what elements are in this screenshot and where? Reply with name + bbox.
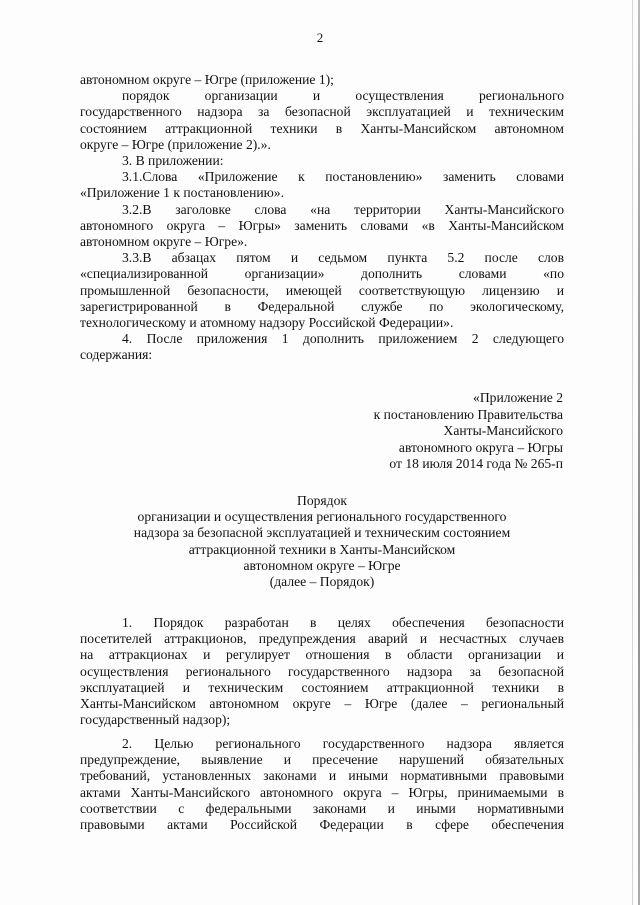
text-line: порядок организации и осуществления регионального bbox=[122, 88, 564, 104]
text-line: зарегистрированной в Федеральной службе по экологическому, bbox=[80, 298, 564, 314]
text-line: округе – Югре (приложение 2).». bbox=[80, 136, 271, 152]
appendix-line: автономного округа – Югры bbox=[398, 439, 563, 455]
text-line: технологическому и атомному надзору Российской Федерации». bbox=[80, 315, 454, 331]
text-line: промышленной безопасности, имеющей соответствующую лицензию и bbox=[80, 282, 564, 298]
text-line: «специализированной организации» дополнить словами «по bbox=[80, 266, 564, 282]
text-line: автономного округа – Югры» заменить словами «в Ханты-Мансийском bbox=[80, 217, 564, 233]
appendix-header bbox=[300, 390, 563, 473]
text-line: автономном округе – Югре». bbox=[80, 234, 248, 250]
text-line: содержания: bbox=[80, 347, 153, 363]
title-line: автономном округе – Югре bbox=[243, 557, 401, 573]
text-line: 1. Порядок разработан в целях обеспечения безопасности bbox=[122, 615, 564, 630]
text-line: актами Ханты-Мансийского автономного округа – Югры, принимаемыми в bbox=[80, 784, 564, 800]
paragraph-1 bbox=[80, 615, 564, 728]
text-line: правовыми актами Российской Федерации в сфере обеспечения bbox=[80, 817, 564, 833]
appendix-line: Ханты-Мансийского bbox=[443, 423, 563, 439]
text-line: на аттракционах и регулирует отношения в области организации и bbox=[80, 647, 564, 663]
appendix-line: «Приложение 2 bbox=[473, 390, 563, 405]
amendments-block bbox=[80, 72, 564, 364]
text-line: государственного надзора за безопасной эксплуатацией и техническим bbox=[80, 104, 564, 120]
text-line: состоянием аттракционной техники в Ханты-Мансийском автономном bbox=[80, 120, 564, 136]
appendix-line: к постановлению Правительства bbox=[373, 406, 563, 422]
text-line: государственный надзор); bbox=[80, 712, 231, 728]
title-line: Порядок bbox=[297, 493, 347, 508]
text-line: 3.3.В абзацах пятом и седьмом пункта 5.2 после слов bbox=[122, 250, 564, 266]
text-line: предупреждение, выявление и пресечение нарушений обязательных bbox=[80, 752, 564, 768]
page-edge-shadow bbox=[632, 0, 633, 905]
text-line: 3.1.Слова «Приложение к постановлению» заменить словами bbox=[122, 169, 564, 185]
page-number: 2 bbox=[316, 30, 324, 45]
text-line: посетителей аттракционов, предупреждения аварий и несчастных случаев bbox=[80, 631, 564, 647]
text-line: осуществления регионального государственного надзора за безопасной bbox=[80, 663, 564, 679]
document-title bbox=[80, 493, 564, 590]
text-line: 4. После приложения 1 дополнить приложением 2 следующего bbox=[122, 331, 564, 347]
appendix-line: от 18 июля 2014 года № 265-п bbox=[389, 456, 563, 472]
title-line: аттракционной техники в Ханты-Мансийском bbox=[188, 541, 456, 557]
text-line: 3. В приложении: bbox=[122, 153, 224, 169]
text-line: 3.2.В заголовке слова «на территории Ханты-Мансийского bbox=[122, 201, 564, 217]
text-line: соответствии с федеральными законами и иными нормативными bbox=[80, 800, 564, 816]
text-line: автономном округе – Югре (приложение 1); bbox=[80, 72, 334, 87]
text-line: требований, установленных законами и иными нормативными правовыми bbox=[80, 768, 564, 784]
text-line: «Приложение 1 к постановлению». bbox=[80, 185, 284, 201]
title-line: организации и осуществления регионального государственного bbox=[137, 509, 507, 525]
title-line: надзора за безопасной эксплуатацией и техническим состоянием bbox=[133, 525, 511, 541]
paragraph-2 bbox=[80, 736, 564, 833]
text-line: эксплуатацией и техническим состоянием аттракционной техники в bbox=[80, 679, 564, 695]
title-line: (далее – Порядок) bbox=[269, 574, 375, 590]
text-line: 2. Целью регионального государственного надзора является bbox=[122, 736, 564, 751]
text-line: Ханты-Мансийском автономном округе – Югре (далее – региональный bbox=[80, 696, 564, 712]
